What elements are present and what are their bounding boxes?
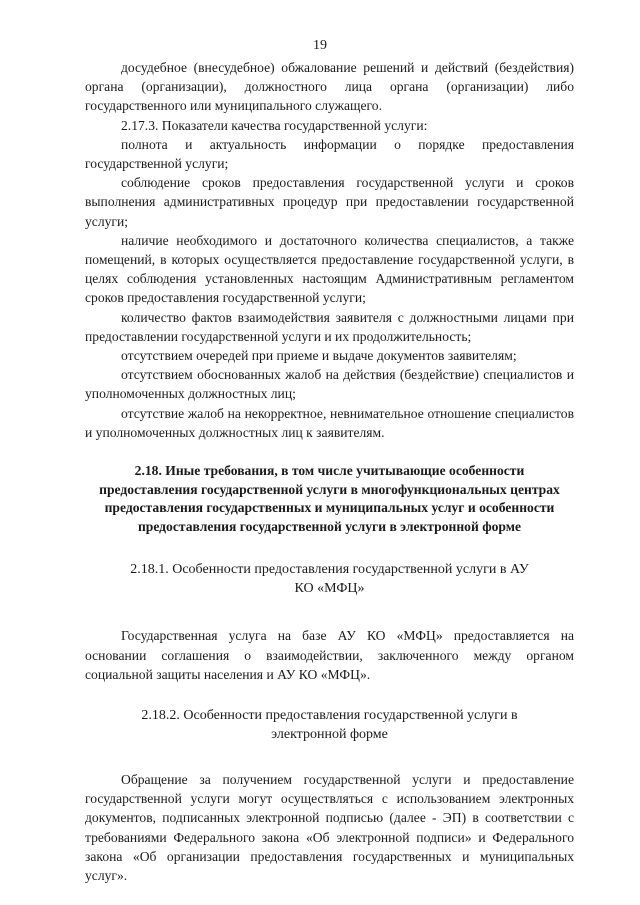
paragraph-specialists: наличие необходимого и достаточного количества специалистов, а также помещений, в которых осуществляется предоставление государственной услуги, в целях соблюдения установленных настоящим Административным регламентом сроков предоставления государственной услуги; <box>85 232 574 306</box>
paragraph-deadlines: соблюдение сроков предоставления государственной услуги и сроков выполнения административных процедур при предоставлении государственной услуги; <box>85 175 574 229</box>
subsection-text-mfc: Государственная услуга на базе АУ КО «МФЦ» предоставляется на основании соглашения о взаимодействии, заключенного между органом социальной защиты населения и АУ КО «МФЦ». <box>85 628 574 682</box>
paragraph-no-incorrect-attitude: отсутствие жалоб на некорректное, невнимательное отношение специалистов и уполномоченных должностных лиц к заявителям. <box>85 405 574 440</box>
paragraph-no-complaints: отсутствием обоснованных жалоб на действия (бездействие) специалистов и уполномоченных должностных лиц; <box>85 367 574 402</box>
paragraph-appeal: досудебное (внесудебное) обжалование решений и действий (бездействия) органа (организации), должностного лица органа (организации) либо государственного или муниципального служащего. <box>85 60 574 114</box>
page-number: 19 <box>313 38 327 53</box>
paragraph-no-queues: отсутствием очередей при приеме и выдаче документов заявителям; <box>121 348 517 364</box>
subsection-title-mfc: 2.18.1. Особенности предоставления государственной услуги в АУ КО «МФЦ» <box>130 562 529 597</box>
paragraph-interactions: количество фактов взаимодействия заявителя с должностными лицами при предоставлении государственной услуги и их продолжительность; <box>85 309 574 344</box>
subsection-title-electronic: 2.18.2. Особенности предоставления государственной услуги в электронной форме <box>141 708 518 743</box>
subsection-text-electronic: Обращение за получением государственной услуги и предоставление государственной услуги могут осуществляться с использованием электронных документов, подписанных электронной подписью (далее - ЭП) в соответствии с требованиями Федерального закона «Об электронной подписи» и Федерального закона «Об организации предоставления государственных и муниципальных услуг». <box>85 772 574 884</box>
document-body <box>85 58 574 885</box>
paragraph-quality-indicators: 2.17.3. Показатели качества государственной услуги: <box>121 117 428 133</box>
section-heading: 2.18. Иные требования, в том числе учитывающие особенности предоставления государственной услуги в многофункциональных центрах предоставления государственных и муниципальных услуг и особенности предоставления государственной услуги в электронной форме <box>99 463 560 534</box>
paragraph-info-completeness: полнота и актуальность информации о порядке предоставления государственной услуги; <box>85 136 574 172</box>
